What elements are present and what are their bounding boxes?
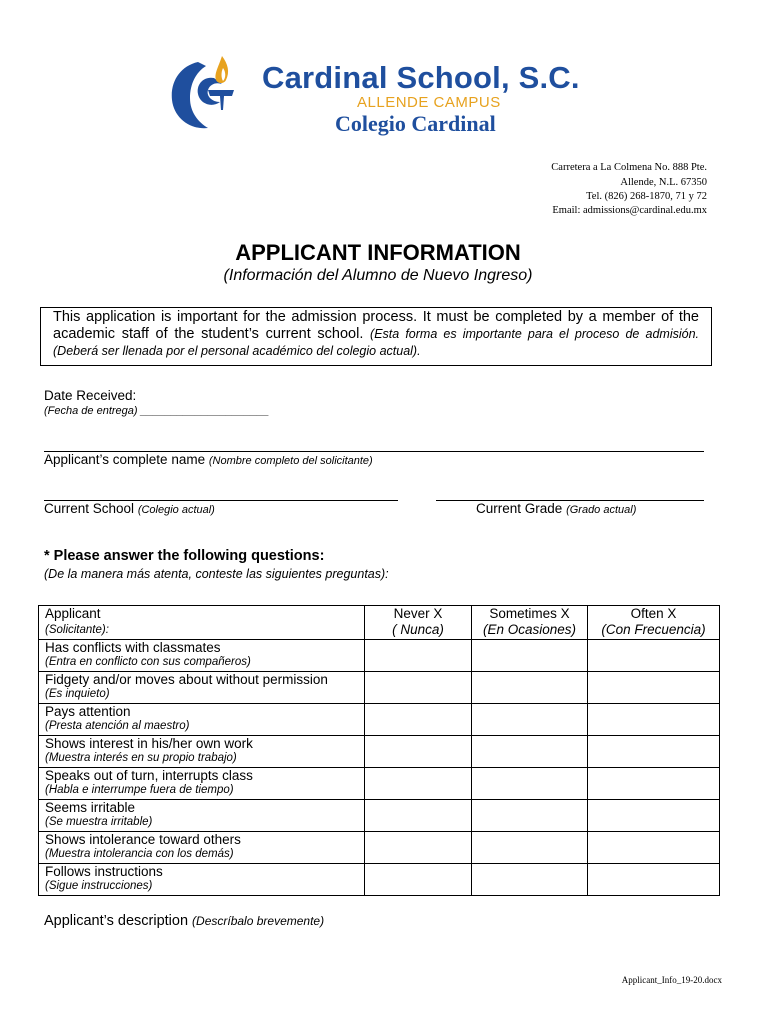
- applicant-name-label: Applicant’s complete name (Nombre completo del solicitante): [44, 452, 373, 467]
- notice-text-en: This application is important for the admission process. It must be completed by a member of the academic staff of the student’s current school.: [53, 309, 699, 342]
- row-label: Fidgety and/or moves about without permission (Es inquieto): [39, 672, 365, 704]
- behavior-table: [38, 605, 720, 896]
- table-row: [39, 704, 720, 736]
- school-name: Cardinal School, S.C.: [262, 60, 580, 95]
- row-label: Shows interest in his/her own work (Muestra interés en su propio trabajo): [39, 736, 365, 768]
- table-row: [39, 736, 720, 768]
- address-line-2: Allende, N.L. 67350: [620, 177, 707, 188]
- often-cell[interactable]: [588, 832, 720, 864]
- table-row: [39, 864, 720, 896]
- sometimes-cell[interactable]: [472, 704, 588, 736]
- header-applicant: Applicant (Solicitante):: [39, 606, 365, 640]
- description-label: Applicant’s description (Descríbalo brevemente): [44, 913, 325, 929]
- current-school-label: Current School (Colegio actual): [44, 501, 215, 516]
- footer-filename: Applicant_Info_19-20.docx: [621, 975, 722, 985]
- cardinal-torch-logo-icon: [168, 50, 240, 134]
- sometimes-cell[interactable]: [472, 800, 588, 832]
- page-title: APPLICANT INFORMATION: [235, 240, 521, 265]
- address-phone: Tel. (826) 268-1870, 71 y 72: [586, 191, 707, 202]
- never-cell[interactable]: [365, 832, 472, 864]
- table-row: [39, 832, 720, 864]
- address-email[interactable]: Email: admissions@cardinal.edu.mx: [552, 205, 707, 216]
- row-label: Speaks out of turn, interrupts class (Habla e interrumpe fuera de tiempo): [39, 768, 365, 800]
- never-cell[interactable]: [365, 640, 472, 672]
- table-row: [39, 800, 720, 832]
- questions-subheading: (De la manera más atenta, conteste las siguientes preguntas):: [44, 567, 389, 581]
- sometimes-cell[interactable]: [472, 768, 588, 800]
- never-cell[interactable]: [365, 704, 472, 736]
- often-cell[interactable]: [588, 864, 720, 896]
- never-cell[interactable]: [365, 864, 472, 896]
- colegio-name: Colegio Cardinal: [335, 111, 496, 136]
- often-cell[interactable]: [588, 768, 720, 800]
- often-cell[interactable]: [588, 672, 720, 704]
- often-cell[interactable]: [588, 800, 720, 832]
- often-cell[interactable]: [588, 736, 720, 768]
- often-cell[interactable]: [588, 640, 720, 672]
- never-cell[interactable]: [365, 672, 472, 704]
- never-cell[interactable]: [365, 736, 472, 768]
- row-label: Has conflicts with classmates (Entra en conflicto con sus compañeros): [39, 640, 365, 672]
- page-subtitle: (Información del Alumno de Nuevo Ingreso): [223, 267, 533, 284]
- row-label: Seems irritable (Se muestra irritable): [39, 800, 365, 832]
- address-line-1: Carretera a La Colmena No. 888 Pte.: [551, 162, 707, 173]
- sometimes-cell[interactable]: [472, 640, 588, 672]
- table-header-row: [39, 606, 720, 640]
- date-received-label: Date Received:: [44, 388, 137, 403]
- sometimes-cell[interactable]: [472, 736, 588, 768]
- sometimes-cell[interactable]: [472, 672, 588, 704]
- table-row: [39, 672, 720, 704]
- header-often: Often X (Con Frecuencia): [588, 606, 720, 640]
- never-cell[interactable]: [365, 800, 472, 832]
- current-grade-label: Current Grade (Grado actual): [476, 501, 637, 516]
- header-sometimes: Sometimes X (En Ocasiones): [472, 606, 588, 640]
- sometimes-cell[interactable]: [472, 864, 588, 896]
- date-received-field[interactable]: (Fecha de entrega) _____________________: [44, 405, 270, 417]
- row-label: Pays attention (Presta atención al maestro): [39, 704, 365, 736]
- notice-box: [40, 307, 712, 366]
- row-label: Follows instructions (Sigue instrucciones): [39, 864, 365, 896]
- header-never: Never X ( Nunca): [365, 606, 472, 640]
- sometimes-cell[interactable]: [472, 832, 588, 864]
- table-row: [39, 640, 720, 672]
- often-cell[interactable]: [588, 704, 720, 736]
- questions-heading: * Please answer the following questions:: [44, 548, 325, 564]
- row-label: Shows intolerance toward others (Muestra intolerancia con los demás): [39, 832, 365, 864]
- notice-text-es: (Esta forma es importante para el proceso de admisión. (Deberá ser llenada por el personal académico del colegio actual).: [53, 327, 699, 358]
- campus-name: ALLENDE CAMPUS: [357, 94, 501, 111]
- table-row: [39, 768, 720, 800]
- never-cell[interactable]: [365, 768, 472, 800]
